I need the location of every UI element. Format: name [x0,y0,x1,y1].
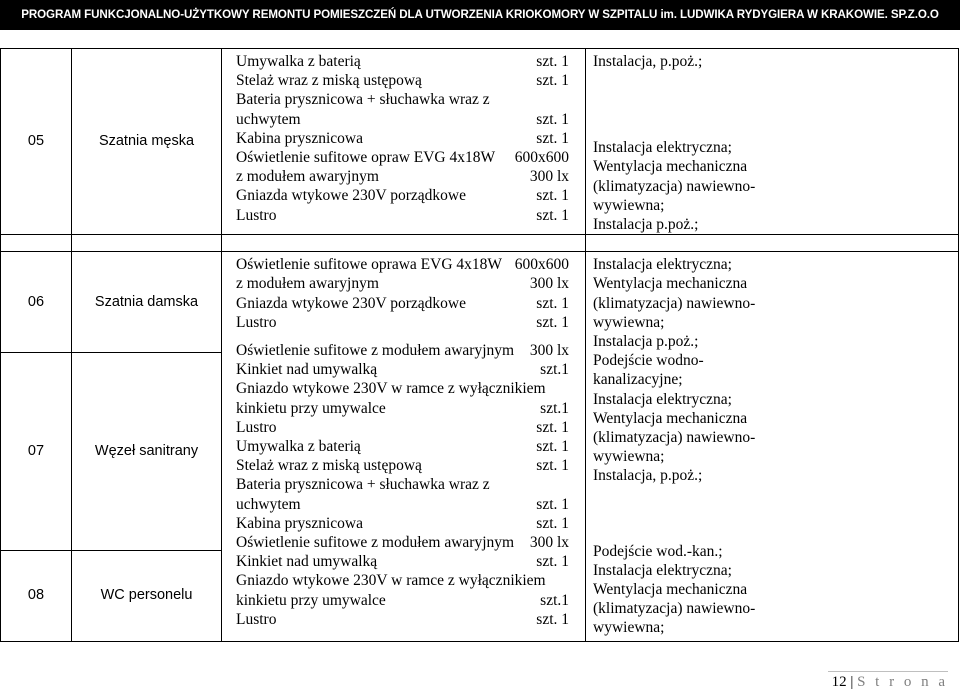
item-label: kinkietu przy umywalce [236,399,386,417]
list-item [236,186,585,205]
installation-line: Wentylacja mechaniczna [593,275,748,293]
item-label: Kabina prysznicowa [236,129,363,147]
item-label: uchwytem [236,495,301,513]
item-quantity: szt.1 [540,361,569,379]
page-number: 12 [831,674,847,690]
installation-line: Podejście wodno- [593,352,704,370]
room-name: Szatnia męska [72,49,222,235]
table-row-05 [1,49,959,235]
item-quantity: szt. 1 [536,457,569,475]
item-quantity: 600x600 [514,149,569,167]
list-item [236,294,585,313]
item-quantity: szt. 1 [536,187,569,205]
item-quantity: szt.1 [540,399,569,417]
item-quantity: szt. 1 [536,553,569,571]
item-label: Bateria prysznicowa + słuchawka wraz z [236,476,490,494]
item-label: Oświetlenie sufitowe z modułem awaryjnym [236,534,515,552]
item-label: Gniazdo wtykowe 230V w ramce z wyłącznikiem [236,572,546,590]
item-quantity: szt. 1 [536,53,569,70]
list-item [236,437,585,456]
item-quantity: szt. 1 [536,438,569,456]
list-item [236,110,585,129]
document-header: PROGRAM FUNKCJONALNO-UŻYTKOWY REMONTU POMIESZCZEŃ DLA UTWORZENIA KRIOKOMORY W SZPITALU im. LUDWIKA RYDYGIERA W KRAKOWIE. SP.Z.O.O [0,0,960,30]
list-item [236,379,585,398]
item-label: Oświetlenie sufitowe opraw EVG 4x18W [236,149,496,167]
item-label: Lustro [236,610,277,628]
item-quantity: szt. 1 [536,514,569,532]
installation-line: Wentylacja mechaniczna [593,409,748,427]
installations-list [586,49,959,235]
item-label: Umywalka z baterią [236,53,361,70]
item-label: Umywalka z baterią [236,438,361,456]
installation-line: (klimatyzacja) nawiewno- [593,429,756,447]
installations-list [586,252,959,641]
list-item [236,475,585,494]
list-item [236,167,585,186]
list-item [236,418,585,437]
list-item [236,514,585,533]
installation-line: (klimatyzacja) nawiewno- [593,294,756,312]
list-item [236,52,585,71]
footer-separator: | [850,674,854,690]
installation-line: Wentylacja mechaniczna [593,158,748,176]
item-label: Gniazda wtykowe 230V porządkowe [236,187,466,205]
item-quantity: 600x600 [514,256,569,274]
item-label: z modułem awaryjnym [236,275,379,293]
item-quantity: szt. 1 [536,72,569,90]
list-item [236,552,585,571]
installation-line: wywiewna; [593,448,665,466]
list-item [236,129,585,148]
list-item [236,495,585,514]
list-item [236,610,585,629]
item-quantity: 300 lx [529,275,569,293]
installation-line: Wentylacja mechaniczna [593,581,748,599]
list-item [236,71,585,90]
list-item [236,591,585,610]
item-label: Gniazda wtykowe 230V porządkowe [236,294,466,312]
table-row-06 [1,252,959,641]
room-name: WC personelu [100,587,193,604]
installation-line: Instalacja elektryczna; [593,256,732,274]
item-label: uchwytem [236,110,301,128]
item-quantity: szt. 1 [536,495,569,513]
item-quantity: 300 lx [529,534,569,552]
installation-line: wywiewna; [593,196,665,214]
item-label: Gniazdo wtykowe 230V w ramce z wyłącznikiem [236,380,546,398]
item-label: Lustro [236,313,277,331]
room-number: 05 [1,49,72,235]
list-item [236,90,585,109]
list-item [236,148,585,167]
list-item [236,571,585,590]
room-number: 06 [1,252,71,353]
list-item [236,399,585,418]
item-quantity: szt. 1 [536,129,569,147]
list-item [236,206,585,225]
room-number: 07 [1,353,71,551]
item-quantity: szt. 1 [536,110,569,128]
list-item [236,341,585,360]
table-spacer [1,235,959,252]
installation-line: Instalacja, p.poż.; [593,467,703,485]
list-item [236,313,585,332]
item-label: Bateria prysznicowa + słuchawka wraz z [236,91,490,109]
item-label: Stelaż wraz z miską ustępową [236,72,422,90]
installation-line: kanalizacyjne; [593,371,683,389]
item-label: Kinkiet nad umywalką [236,553,378,571]
room-name [72,252,222,641]
item-quantity: 300 lx [529,168,569,186]
item-quantity: szt.1 [540,591,569,609]
item-quantity: szt. 1 [536,206,569,224]
item-label: Kabina prysznicowa [236,514,363,532]
item-label: kinkietu przy umywalce [236,591,386,609]
list-item [236,360,585,379]
rooms-table [0,48,959,642]
list-item [236,456,585,475]
installation-line: Instalacja elektryczna; [593,139,732,157]
page-label: S t r o n a [857,674,948,690]
installation-line: Instalacja elektryczna; [593,390,732,408]
room-number: 08 [27,587,45,604]
item-quantity: szt. 1 [536,313,569,331]
item-label: Kinkiet nad umywalką [236,361,378,379]
item-label: Oświetlenie sufitowe z modułem awaryjnym [236,342,515,360]
item-label: Lustro [236,206,277,224]
installation-line: (klimatyzacja) nawiewno- [593,177,756,195]
room-number [1,252,72,641]
installation-line: Instalacja p.poż.; [593,216,699,234]
installation-line: wywiewna; [593,313,665,331]
installation-line: Instalacja, p.poż.; [593,53,703,70]
equipment-list [222,49,586,235]
item-quantity: szt. 1 [536,294,569,312]
list-item [236,274,585,293]
installation-line: wywiewna; [593,619,665,637]
item-label: Oświetlenie sufitowe oprawa EVG 4x18W [236,256,503,274]
item-label: Lustro [236,418,277,436]
item-label: Stelaż wraz z miską ustępową [236,457,422,475]
room-name: Szatnia damska [72,252,221,353]
installation-line: Instalacja elektryczna; [593,561,732,579]
item-label: z modułem awaryjnym [236,168,379,186]
equipment-list [222,252,586,641]
installation-line: Instalacja p.poż.; [593,333,699,351]
installation-line: (klimatyzacja) nawiewno- [593,600,756,618]
item-quantity: szt. 1 [536,610,569,628]
installation-line: Podejście wod.-kan.; [593,542,723,560]
item-quantity: 300 lx [529,342,569,360]
page-footer [828,671,948,692]
list-item [236,533,585,552]
room-name: Węzeł sanitrany [72,353,221,551]
list-item [236,255,585,274]
item-quantity: szt. 1 [536,418,569,436]
